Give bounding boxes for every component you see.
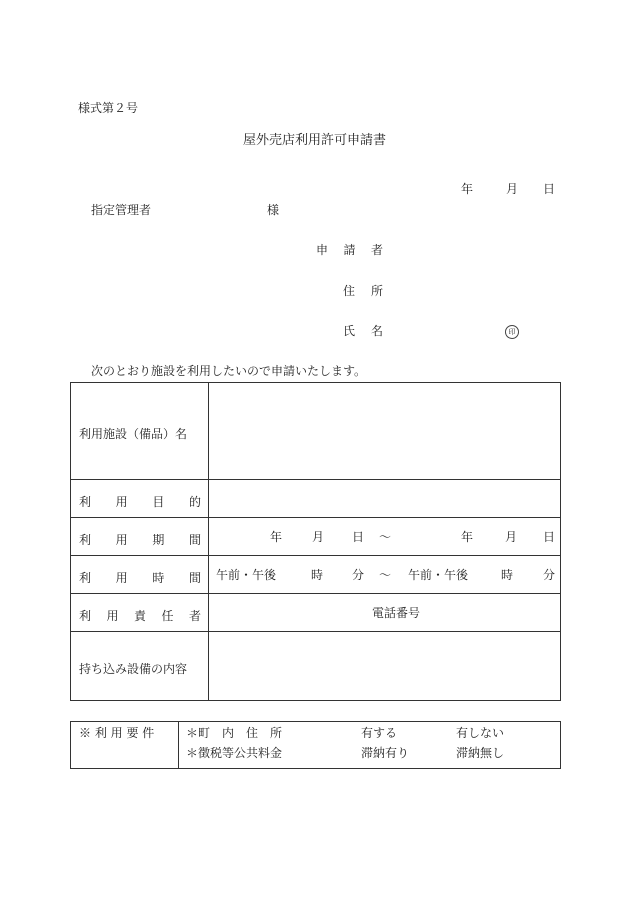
requirements-table	[70, 721, 561, 769]
period-tilde: ～	[379, 530, 392, 544]
time-min1: 分	[352, 568, 365, 582]
page-title: 屋外売店利用許可申請書	[243, 133, 387, 148]
purpose-field[interactable]	[209, 480, 560, 517]
purpose-row	[71, 480, 560, 518]
applicant-address-label: 住 所	[343, 284, 383, 298]
requirement-option[interactable]: 有しない	[456, 726, 505, 740]
requirements-label: ※ 利 用 要 件	[79, 726, 155, 740]
intro-text: 次のとおり施設を利用したいので申請いたします。	[91, 364, 367, 378]
equipment-row	[71, 632, 560, 700]
equipment-field[interactable]	[209, 632, 560, 700]
period-year1: 年	[270, 530, 283, 544]
date-month-label: 月	[506, 182, 519, 196]
time-hour1: 時	[311, 568, 324, 582]
requirement-item: ＊町 内 住 所	[186, 726, 283, 740]
seal-mark: 印	[505, 324, 519, 339]
addressee-honorific: 様	[267, 203, 280, 217]
requirements-divider	[178, 722, 179, 768]
form-number: 様式第２号	[78, 101, 139, 115]
requirement-option[interactable]: 滞納有り	[361, 746, 410, 760]
date-day-label: 日	[543, 182, 556, 196]
period-day1: 日	[352, 530, 365, 544]
time-hour2: 時	[501, 568, 514, 582]
applicant-label: 申 請 者	[316, 243, 383, 257]
period-label: 利 用 期 間	[79, 533, 201, 547]
period-row	[71, 518, 560, 556]
phone-label: 電話番号	[372, 606, 421, 620]
time-min2: 分	[543, 568, 556, 582]
period-year2: 年	[461, 530, 474, 544]
facility-label: 利用施設（備品）名	[79, 427, 188, 441]
purpose-label: 利 用 目 的	[79, 495, 201, 509]
application-table	[70, 382, 561, 701]
time-ampm2: 午前・午後	[408, 568, 469, 582]
manager-label: 利 用 責 任 者	[79, 609, 201, 623]
requirement-option[interactable]: 有する	[361, 726, 398, 740]
facility-field[interactable]	[209, 383, 560, 479]
time-label: 利 用 時 間	[79, 571, 201, 585]
manager-row	[71, 594, 560, 632]
period-month1: 月	[312, 530, 325, 544]
time-ampm1: 午前・午後	[216, 568, 277, 582]
facility-row	[71, 383, 560, 480]
requirement-item: ＊徴税等公共料金	[186, 746, 283, 760]
applicant-name-label: 氏 名	[343, 324, 383, 338]
equipment-label: 持ち込み設備の内容	[79, 662, 188, 676]
time-tilde: ～	[379, 568, 392, 582]
period-month2: 月	[505, 530, 518, 544]
addressee-label: 指定管理者	[91, 203, 152, 217]
time-row	[71, 556, 560, 594]
period-day2: 日	[543, 530, 556, 544]
requirement-option[interactable]: 滞納無し	[456, 746, 505, 760]
date-year-label: 年	[461, 182, 474, 196]
